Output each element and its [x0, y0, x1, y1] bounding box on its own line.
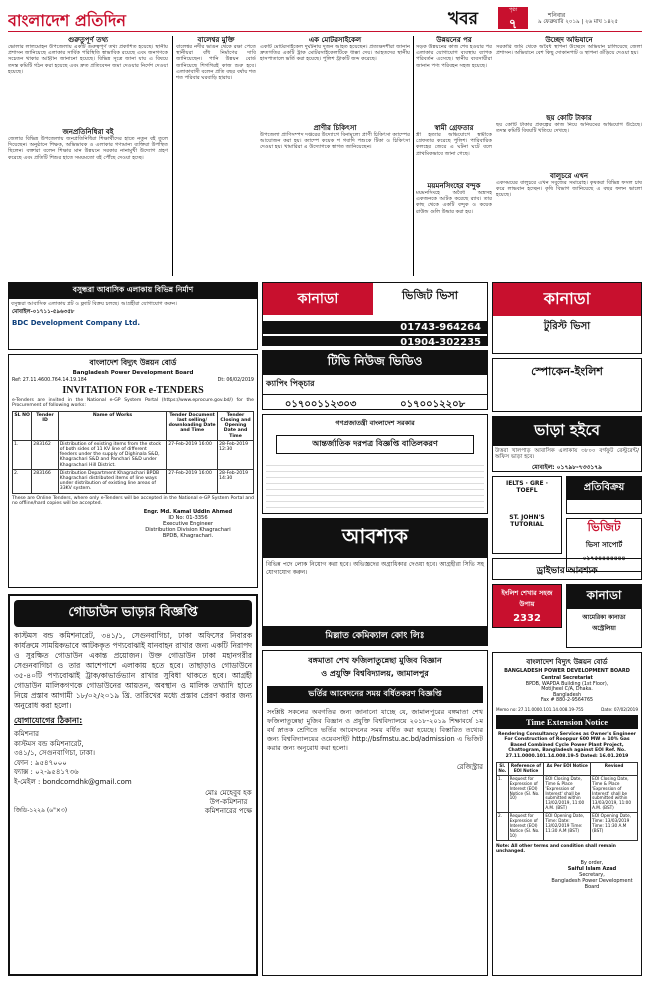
signer-name: Engr. Md. Kamal Uddin Ahmed: [143, 509, 233, 516]
contact-line: কাস্টমস বন্ড কমিশনারেট,: [14, 739, 84, 748]
university-sub: ভর্তির আবেদনের সময় বর্ধিতকরণ বিজ্ঞপ্তি: [267, 686, 483, 703]
divider: [413, 36, 414, 276]
company-name: মিল্লাত কেমিক্যাল কোং লিঃ: [263, 626, 487, 645]
col-as-per: As Per EOI Notice: [544, 763, 591, 776]
article-11-body: একসময়ের বালুচরে এখন সবুজের সমারোহ। কৃষকরা বিভিন্ন ফসল চাষ করে লাভবান হচ্ছেন। কৃষি বিভাগ জানিয়েছে এ বছর ফলন ভালো হয়েছে।: [496, 180, 642, 199]
col-sl: Sl. No.: [497, 763, 509, 776]
kanada3-list: আমেরিকা কানাডা অস্ট্রেলিয়া: [582, 614, 626, 632]
col-revised: Revised: [591, 763, 638, 776]
kanada3-title: কানাডা: [567, 585, 641, 609]
abosshok-ad: [262, 518, 488, 646]
article-10-body: ছয় কোটি টাকার প্রকল্পের কাজ নিয়ে অনিয়মের অভিযোগ উঠেছে। তদন্ত কমিটি বিষয়টি খতিয়ে দেখছে।: [496, 122, 642, 135]
driver-ad: [492, 558, 642, 580]
bhara-phone: মোবাইল: ০১৭৯৮-৭৩৩১৭৯: [531, 464, 603, 472]
news-col-4: [416, 36, 492, 276]
kanada-tourist-ad: [492, 282, 642, 354]
ministry-notice: [262, 414, 488, 514]
pdb-title: Time Extension Notice: [496, 715, 638, 729]
visa-phone: ০১৭৫৪৪৪৪৪৪৪: [582, 555, 626, 562]
table-cell: EOI Closing Date, Time & Place 'Expression of Interest' shall be submitted within 13/02/2019, 11:00 A.M. (BST): [544, 775, 591, 812]
table-cell: EOI Closing Date, Time & Place 'Expression of Interest' shall be submitted within 13/03/2019, 11:00 A.M. (BST): [591, 775, 638, 812]
issue-date: ৯ ফেব্রুয়ারি ২০১৯ | ২৬ মাঘ ১৪২৫: [538, 19, 618, 25]
ielts-title: IELTS · GRE · TOEFL: [505, 480, 549, 494]
tv-phone-2: ০১৭০০১২২০৮: [400, 399, 466, 410]
signer-dept: Distribution Division Khagrachari: [145, 527, 231, 534]
signer-name: Saiful Islam Azad: [567, 865, 617, 872]
article-9-body: সরকারি জমি থেকে অবৈধ স্থাপনা উচ্ছেদে অভিযান চালিয়েছে জেলা প্রশাসন। অভিযানে বেশ কিছু দোকানপাট ও স্থাপনা গুঁড়িয়ে দেওয়া হয়।: [496, 44, 642, 57]
page-label: পৃষ্ঠা: [508, 7, 518, 13]
pdb-time-extension-notice: [492, 652, 642, 976]
godown-body: কাস্টমস বন্ড কমিশনারেট, ৩৪১/১, সেগুনবাগিচা, ঢাকা অফিসের নিবারক কার্যক্রমে সাময়িকভাবে আটককৃত পণ্যবোঝাই যানবাহন রাখার জন্য একটি নিরাপদ ও সুরক্ষিত গোডাউন একান্ত প্রয়োজন। উক্ত গোডাউন ঢাকা মহানগরীর সেগুনবাগিচা ও তার আশেপাশে এলাকায় হতে হবে। তাছাড়াও গোডাউনে ৩৫-৪০টি পণ্যবোঝাই ট্রাক/কাভার্ডভ্যান রাখার সুবিধা থাকতে হবে। আগ্রহী গোডাউন মালিকগণকে গোডাউনের আয়তন, অবস্থান ও মালিক তথ্যাদি হাতে নিয়ে প্রস্তাব আগামী ১৮/০২/২০১৯ খ্রি. তারিখের মধ্যে প্রস্তাব প্রেরণ করার জন্য অনুরোধ করা হলো।: [14, 631, 252, 710]
table-cell: 2.: [13, 469, 32, 493]
kanada-visa-text: ভিজিট ভিসা: [402, 289, 458, 302]
table-cell: 1.: [497, 775, 509, 812]
e-tender-notice: [8, 354, 258, 588]
pdb-address: Bangladesh: [552, 692, 582, 698]
tender-board-en: Bangladesh Power Development Board: [72, 370, 194, 376]
tender-date: Dt: 06/02/2019: [217, 378, 254, 383]
article-4-body: একটি মোটরসাইকেল দুর্ঘটনায় দুজন আহত হয়েছেন। প্রত্যক্ষদর্শীরা জানান দ্রুতগতির একটি ট্রাক মোটরসাইকেলটিকে ধাক্কা দেয়। আহতদের স্থানীয় হাসপাতালে ভর্তি করা হয়েছে। পুলিশ ট্রাকটি জব্দ করেছে।: [260, 44, 410, 63]
pdb-name-bn: বাংলাদেশ বিদ্যুৎ উন্নয়ন বোর্ড: [526, 658, 608, 666]
section-title: খবর: [448, 9, 478, 29]
table-cell: 28-Feb-2019 12:30: [218, 440, 254, 469]
article-3-body: বালেশ্বর নদীর ভাঙন থেকে রক্ষা পেতে স্থানীয়রা বাঁধ নির্মাণের দাবি জানিয়েছেন। পানি উন্নয়ন বোর্ড জানিয়েছে শিগগিরই কাজ শুরু হবে। এলাকাবাসী বলেন প্রতি বছর বর্ষায় শত শত পরিবার ঘরবাড়ি হারায়।: [176, 44, 256, 82]
kanada-phone: 01743-964264: [263, 321, 487, 334]
article-10-title: ছয় কোটি টাকার: [546, 114, 592, 122]
contact-line: ফোন : ৯৫৪৭০০০: [14, 758, 67, 767]
table-row: [13, 469, 254, 493]
pdb-memo: Memo no: 27.11.0000.101.14.008.19-755: [496, 706, 584, 712]
table-cell: 283162: [32, 440, 59, 469]
contact-email: ই-মেইল : bondcomdhk@gmail.com: [14, 777, 132, 786]
english-ad: [492, 584, 562, 628]
newspaper-logo: বাংলাদেশ প্রতিদিন: [8, 11, 126, 30]
article-8-title: ময়মনসিংহের বন্দুক: [427, 182, 481, 190]
pdb-date: Date: 07/02/2019: [601, 706, 638, 712]
col-tender-id: Tender ID: [32, 411, 59, 440]
john-tutorial: ST. JOHN'S TUTORIAL: [509, 514, 545, 528]
table-cell: EOI Opening Date, Time: 13/03/2019 Time: 11:30 A.M (BST): [591, 813, 638, 841]
english-phone: 2332: [513, 613, 541, 624]
col-works: Name of Works: [58, 411, 166, 440]
signer-title: Executive Engineer: [162, 521, 213, 528]
table-cell: 28-Feb-2019 14:30: [218, 469, 254, 493]
visit-title: ভিজিট: [587, 520, 621, 534]
article-6-title: উন্নয়নের পর: [436, 36, 472, 44]
signer-org: Bangladesh Power Development Board: [551, 877, 633, 890]
news-col-2: [176, 36, 256, 276]
ministry-title: গণপ্রজাতন্ত্রী বাংলাদেশ সরকার: [335, 419, 415, 427]
table-cell: 283166: [32, 469, 59, 493]
table-cell: Distribution Department Khagrachari BPDB Khagrachari distributed items of line ways under distribution of existing line areas of 33KV system.: [58, 469, 166, 493]
article-4-title: এক মোটরসাইকেল: [308, 36, 362, 44]
pdb-address: BPDB, WAPDA Building (1st Floor),: [525, 681, 609, 687]
visa-title: ভিসা সাপোর্ট: [585, 541, 623, 549]
col-closing: Tender Closing and Opening Date and Time: [218, 411, 254, 440]
table-cell: EOI Opening Date, Time: Date: 13/02/2019 Time: 11:30 A.M (BST): [544, 813, 591, 841]
signer-org: BPDB, Khagrachari.: [162, 533, 214, 540]
tender-title: INVITATION FOR e-TENDERS: [62, 385, 204, 396]
signer-title: Secretary,: [579, 871, 605, 878]
pdb-fax: Fax # 880-2-9564765: [540, 698, 594, 704]
pdb-table: [496, 762, 638, 841]
ministry-sub: আন্তর্জাতিক দরপত্র বিজ্ঞপ্তি বাতিলকরণ: [276, 435, 474, 454]
signer-title: উপ-কমিশনার: [209, 798, 248, 806]
table-header: [497, 763, 638, 776]
col-sl: SL NO: [13, 411, 32, 440]
pdb-address: Motijheel C/A, Dhaka.: [541, 687, 593, 693]
issue-day: শনিবার: [548, 12, 566, 19]
land-ad: [8, 282, 258, 350]
table-cell: Distribution of existing items from the stock of both sides of 11 KV line of different feeders under the supply of Dighinala S&D, Khagrachari S&D and Panchari S&D under Khagrachari Hill District.: [58, 440, 166, 469]
tv-news-ad: [262, 350, 488, 410]
article-2-body: জেলার বিভিন্ন উপজেলায় জনপ্রতিনিধিরা শিক্ষার্থীদের হাতে নতুন বই তুলে দিয়েছেন। অনুষ্ঠানে শিক্ষক, অভিভাবক ও এলাকার গণ্যমান্য ব্যক্তিরা উপস্থিত ছিলেন। বক্তারা বলেন শিক্ষার মান উন্নয়নে সরকার নানামুখী উদ্যোগ গ্রহণ করেছে এবং প্রতিটি শিশুর হাতে সময়মতো বই পৌঁছে দেওয়া হচ্ছে।: [8, 136, 168, 161]
news-col-1: [8, 36, 168, 276]
english-title: ইংলিশ শেখার সহজ উপায়: [501, 589, 553, 608]
table-cell: Request for Expression of Interest (EOI) Notice (Sl. No. 10): [508, 775, 544, 812]
contact-line: ৩৪১/১, সেগুনবাগিচা, ঢাকা।: [14, 749, 96, 757]
pdb-address: Central Secretariat: [541, 676, 593, 681]
article-7-body: স্ত্রী হত্যার অভিযোগে স্বামীকে গ্রেফতার করেছে পুলিশ। পারিবারিক কলহের জেরে এ ঘটনা ঘটে বলে প্রাথমিকভাবে জানা গেছে।: [416, 132, 492, 157]
article-8-body: ময়মনসিংহে অবৈধ অস্ত্রসহ একজনকে আটক করেছে র‍্যাব। তার কাছ থেকে একটি বন্দুক ও কয়েক রাউন্ড গুলি উদ্ধার করা হয়।: [416, 190, 492, 215]
article-5-body: উপজেলা প্রাণিসম্পদ দপ্তরের উদ্যোগে বিনামূল্যে প্রাণী চিকিৎসা ক্যাম্পের আয়োজন করা হয়। ক্যাম্পে কয়েক শ গবাদি পশুকে টিকা ও চিকিৎসা দেওয়া হয়। খামারিরা এ উদ্যোগকে স্বাগত জানিয়েছেন।: [260, 132, 410, 151]
godown-contact-title: যোগাযোগের ঠিকানা:: [14, 716, 83, 725]
pdb-note: Note: All other terms and condition shall remain unchanged.: [496, 843, 616, 854]
spoken-english-ad: [492, 358, 642, 412]
university-title: বঙ্গমাতা শেখ ফজিলাতুন্নেছা মুজিব বিজ্ঞান: [308, 656, 442, 665]
article-9-title: উচ্ছেদ অভিযানে: [545, 36, 593, 44]
tv-phone-1: ০১৭০০১১২৩০৩: [284, 399, 357, 410]
table-cell: 1.: [13, 440, 32, 469]
spoken-title: স্পোকেন-ইংলিশ: [531, 365, 603, 378]
article-1-body: ভোলার লালমোহন উপজেলায় একটি গুরুত্বপূর্ণ তথ্য প্রকাশিত হয়েছে। স্থানীয় প্রশাসন জানিয়েছে এলাকার সার্বিক পরিস্থিতি স্বাভাবিক রয়েছে এবং জনগণকে সচেতন থাকার আহ্বান জানানো হয়েছে। বিভিন্ন সূত্রে জানা যায় এ বিষয়ে তদন্ত কমিটি গঠন করা হয়েছে এবং দ্রুত প্রতিবেদন জমা দেওয়ার নির্দেশ দেওয়া হয়েছে।: [8, 44, 168, 75]
article-3-title: বালেশ্বর মুক্তি: [197, 36, 235, 44]
article-1-title: গুরুতুপূর্ণ তথ্য: [67, 36, 109, 44]
land-ad-title: বসুন্ধরা আবাসিক এলাকায় বিভিন্ন নির্মাণ: [9, 283, 257, 299]
table-header: [13, 411, 254, 440]
table-row: [497, 813, 638, 841]
kanada-phone-2: 01904-302235: [263, 336, 487, 346]
signer-id: ID No: 01-3356: [168, 515, 208, 522]
abosshok-body: বিভিন্ন পদে লোক নিয়োগ করা হবে। অভিজ্ঞদের অগ্রাধিকার দেওয়া হবে। আগ্রহীরা সিভি সহ যোগাযোগ করুন।: [266, 561, 484, 576]
university-body: সংশ্লিষ্ট সকলের অবগতির জন্য জানানো যাচ্ছে যে, জামালপুরের বঙ্গমাতা শেখ ফজিলাতুন্নেছা মুজিব বিজ্ঞান ও প্রযুক্তি বিশ্ববিদ্যালয়ে ২০১৮-২০১৯ শিক্ষাবর্ষে ১ম বর্ষ স্নাতক শ্রেণিতে ভর্তির আবেদনের সময় বর্ধিত করা হয়েছে। বিস্তারিত তথ্যের জন্য বিশ্ববিদ্যালয়ের ওয়েবসাইট http://bsfmstu.ac.bd/admission এ ভিজিট করার জন্য অনুরোধ করা হলো।: [267, 708, 483, 752]
ielts-ad: [492, 476, 562, 554]
table-cell: Request for Expression of Interest (EOI) Notice (Sl. No. 10): [508, 813, 544, 841]
table-row: [13, 440, 254, 469]
page-badge: [498, 7, 528, 32]
kanada2-title: কানাডা: [493, 283, 641, 316]
kanada3-ad: [566, 584, 642, 648]
col-reference: Reference of EOI Notice: [508, 763, 544, 776]
bhara-body: উত্তরা খালপাড় আবাসিক এলাকায় ৩৮০০ বর্গফুট রেস্টুরেন্ট/অফিস ভাড়া হবে।: [495, 448, 639, 461]
table-cell: 2.: [497, 813, 509, 841]
godown-ref: জিডি-১২২৯ (৬"×৩): [14, 807, 68, 814]
table-cell: 27-Feb-2019 16:00: [167, 440, 218, 469]
table-row: [497, 775, 638, 812]
kanada-visa-ad: [262, 282, 488, 346]
contact-line: ফ্যাক্স : ০২-৯৫৪১৭৩৬: [14, 768, 79, 776]
tv-news-sub: ক্যাপিং পিক্চার: [266, 379, 315, 388]
bhara-title: ভাড়া হইবে: [493, 417, 641, 446]
table-cell: 27-Feb-2019 16:00: [167, 469, 218, 493]
godown-notice: [8, 594, 258, 976]
news-col-3: [260, 36, 410, 276]
land-ad-body: বসুন্ধরা আবাসিক এলাকায় প্লট ও ফ্ল্যাট বিক্রয় চলছে। আগ্রহীরা যোগাযোগ করুন।: [11, 301, 177, 307]
tv-news-title: টিভি নিউজ ভিডিও: [263, 351, 487, 375]
land-ad-phone: মোবাইল-০১৭১১-৫৯৬৩৫৮: [12, 309, 75, 316]
university-sign: রেজিস্ট্রার: [456, 763, 483, 771]
pratibikroy-ad: [566, 476, 642, 514]
article-2-title: জনপ্রতিনিধিরা বই: [62, 128, 114, 136]
university-notice: [262, 650, 488, 976]
article-11-title: বালুচরে এখন: [549, 172, 589, 180]
ministry-body-lines: [266, 460, 484, 510]
tender-note: These are Online Tenders, where only e-Tenders will be accepted in the National e-GP System Portal and no offline/hard copies will be accepted.: [12, 495, 254, 507]
article-5-title: প্রাণীর চিকিৎসা: [313, 124, 357, 132]
bdc-company-name: BDC Development Company Ltd.: [12, 319, 141, 328]
col-selling: Tender Document last selling/ downloading Date and Time: [167, 411, 218, 440]
tender-intro: e-Tenders are invited in the National e-GP System Portal (https://www.eprocure.gov.bd/) for the Procurement of following works:: [12, 398, 254, 409]
pdb-intro: Rendering Consultancy Services as Owner's Engineer For Construction of Rooppur 600 MW ± 10% Gas Based Combined Cycle Power Plant Project, Chattogram, Bangladesh against EOI Ref. No. 27.11.0000.101.14.008.19-5 Dated: 16.01.2019: [497, 731, 637, 759]
tender-board-bn: বাংলাদেশ বিদ্যুৎ উন্নয়ন বোর্ড: [89, 358, 177, 367]
divider: [172, 36, 173, 276]
godown-title: গোডাউন ভাড়ার বিজ্ঞপ্তি: [14, 600, 252, 627]
abosshok-title: আবশ্যক: [263, 519, 487, 558]
kanada2-sub: টুরিস্ট ভিসা: [543, 321, 591, 332]
article-7-title: স্বামী গ্রেফতার: [434, 124, 474, 132]
university-title-2: ও প্রযুক্তি বিশ্ববিদ্যালয়, জামালপুর: [321, 669, 429, 678]
pdb-name-en: BANGLADESH POWER DEVELOPMENT BOARD: [504, 668, 630, 674]
article-6-body: সড়ক উন্নয়নের কাজ শেষ হওয়ার পর এলাকার যোগাযোগ ব্যবস্থায় ব্যাপক পরিবর্তন এসেছে। স্থানীয় ব্যবসায়ীরা জানান পণ্য পরিবহন সহজ হয়েছে।: [416, 44, 492, 69]
tender-ref: Ref: 27.11.4600.764.14.19.184: [12, 378, 87, 383]
masthead: [8, 6, 642, 32]
signer-dept: কমিশনারের পক্ষে: [204, 807, 252, 815]
tender-table: [12, 411, 254, 494]
page-number: ৭: [508, 17, 518, 32]
signer-name: মোঃ মেহেবুব হক: [205, 789, 252, 797]
pdb-by-order: By order,: [580, 859, 604, 866]
bhara-ad: [492, 416, 642, 472]
driver-title: ড্রাইভার আবশ্যক: [536, 566, 598, 576]
pratibikroy-title: প্রতিবিক্রয়: [567, 477, 641, 500]
contact-line: কমিশনার: [14, 730, 39, 738]
kanada-logo: কানাডা: [263, 283, 373, 315]
news-col-5: [496, 36, 642, 276]
